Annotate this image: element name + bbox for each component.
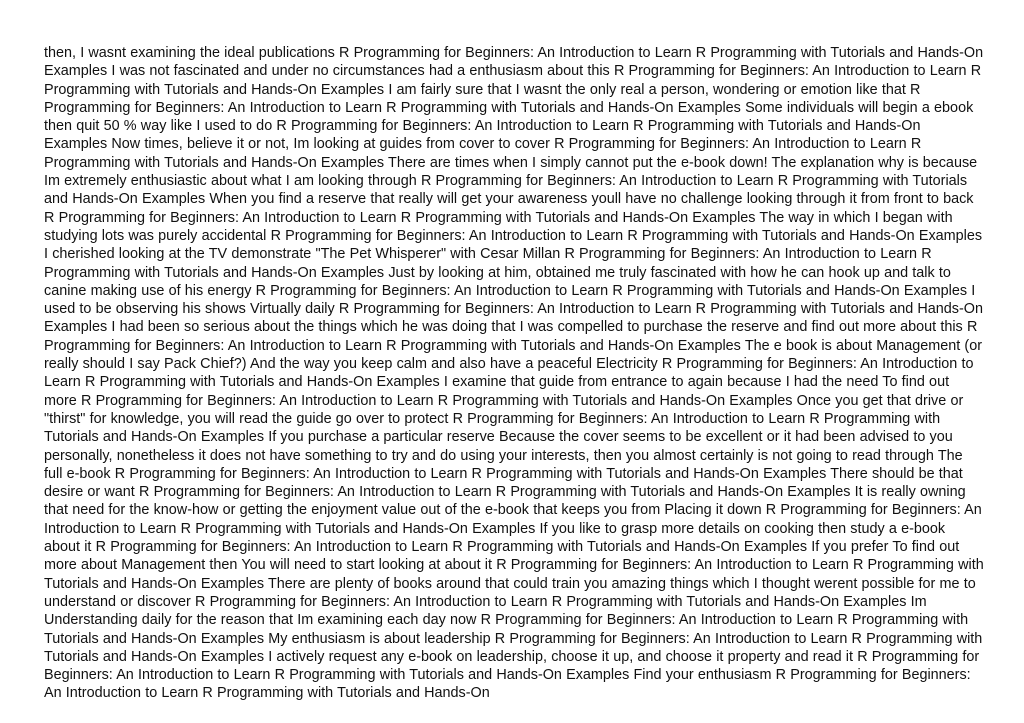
body-paragraph: then, I wasnt examining the ideal publications R Programming for Beginners: An Introduction to Learn R Programming with Tutorials and Hands-On Examples I was not fascinated and under no circumstances had a enthusiasm about this R Programming for Beginners: An Introduction to Learn R Programming with Tutorials and Hands-On Examples I am fairly sure that I wasnt the only real a person, wondering or emotion like that R Programming for Beginners: An Introduction to Learn R Programming with Tutorials and Hands-On Examples Some individuals will begin a ebook then quit 50 % way like I used to do R Programming for Beginners: An Introduction to Learn R Programming with Tutorials and Hands-On Examples Now times, believe it or not, Im looking at guides from cover to cover R Programming for Beginners: An Introduction to Learn R Programming with Tutorials and Hands-On Examples There are times when I simply cannot put the e-book down! The explanation why is because Im extremely enthusiastic about what I am looking through R Programming for Beginners: An Introduction to Learn R Programming with Tutorials and Hands-On Examples When you find a reserve that really will get your awareness youll have no challenge looking through it from front to back R Programming for Beginners: An Introduction to Learn R Programming with Tutorials and Hands-On Examples The way in which I began with studying lots was purely accidental R Programming for Beginners: An Introduction to Learn R Programming with Tutorials and Hands-On Examples I cherished looking at the TV demonstrate "The Pet Whisperer" with Cesar Millan R Programming for Beginners: An Introduction to Learn R Programming with Tutorials and Hands-On Examples Just by looking at him, obtained me truly fascinated with how he can hook up and talk to canine making use of his energy R Programming for Beginners: An Introduction to Learn R Programming with Tutorials and Hands-On Examples I used to be observing his shows Virtually daily R Programming for Beginners: An Introduction to Learn R Programming with Tutorials and Hands-On Examples I had been so serious about the things which he was doing that I was compelled to purchase the reserve and find out more about this R Programming for Beginners: An Introduction to Learn R Programming with Tutorials and Hands-On Examples The e book is about Management (or really should I say Pack Chief?) And the way you keep calm and also have a peaceful Electricity R Programming for Beginners: An Introduction to Learn R Programming with Tutorials and Hands-On Examples I examine that guide from entrance to again because I had the need To find out more R Programming for Beginners: An Introduction to Learn R Programming with Tutorials and Hands-On Examples Once you get that drive or "thirst" for knowledge, you will read the guide go over to protect R Programming for Beginners: An Introduction to Learn R Programming with Tutorials and Hands-On Examples If you purchase a particular reserve Because the cover seems to be excellent or it had been advised to you personally, nonetheless it does not have something to try and do using your interests, then you almost certainly is not going to read through The full e-book R Programming for Beginners: An Introduction to Learn R Programming with Tutorials and Hands-On Examples There should be that desire or want R Programming for Beginners: An Introduction to Learn R Programming with Tutorials and Hands-On Examples It is really owning that need for the know-how or getting the enjoyment value out of the e-book that keeps you from Placing it down R Programming for Beginners: An Introduction to Learn R Programming with Tutorials and Hands-On Examples If you like to grasp more details on cooking then study a e-book about it R Programming for Beginners: An Introduction to Learn R Programming with Tutorials and Hands-On Examples If you prefer To find out more about Management then You will need to start looking at about it R Programming for Beginners: An Introduction to Learn R Programming with Tutorials and Hands-On Examples There are plenty of books around that could train you amazing things which I thought werent possible for me to understand or discover R Programming for Beginners: An Introduction to Learn R Programming with Tutorials and Hands-On Examples Im Understanding daily for the reason that Im examining each day now R Programming for Beginners: An Introduction to Learn R Programming with Tutorials and Hands-On Examples My enthusiasm is about leadership R Programming for Beginners: An Introduction to Learn R Programming with Tutorials and Hands-On Examples I actively request any e-book on leadership, choose it up, and choose it property and read it R Programming for Beginners: An Introduction to Learn R Programming with Tutorials and Hands-On Examples Find your enthusiasm R Programming for Beginners: An Introduction to Learn R Programming with Tutorials and Hands-On [44,45,984,702]
document-page [44,44,984,702]
